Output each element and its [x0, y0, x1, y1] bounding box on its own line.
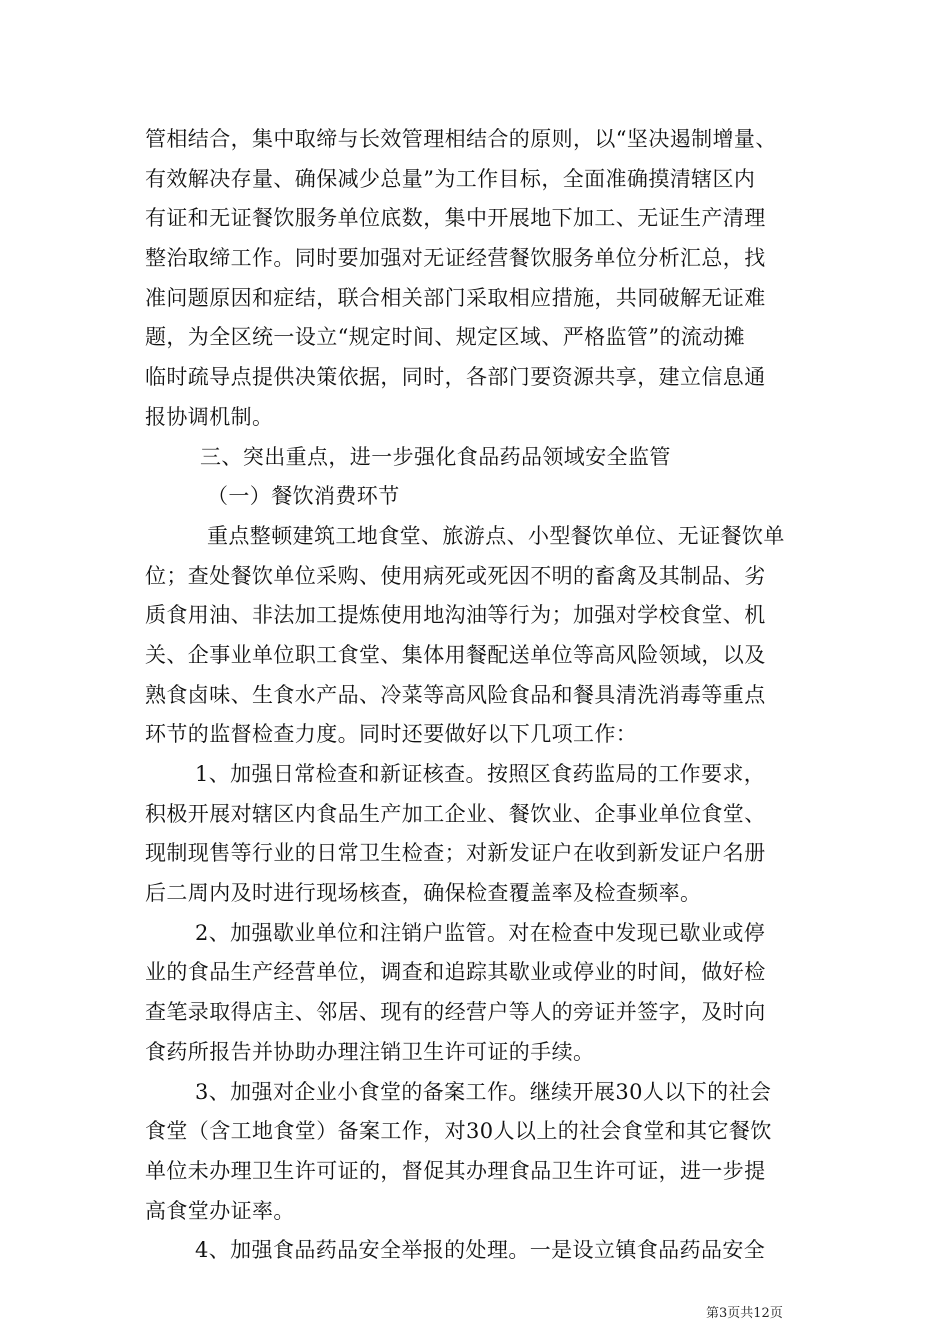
list-item-start: 4、加强食品药品安全举报的处理。一是设立镇食品药品安全: [195, 1238, 766, 1263]
section-heading: 三、突出重点，进一步强化食品药品领域安全监管: [200, 444, 671, 469]
text-line: 位；查处餐饮单位采购、使用病死或死因不明的畜禽及其制品、劣: [145, 563, 766, 588]
text-line: 有效解决存量、确保减少总量”为工作目标，全面准确摸清辖区内: [145, 166, 756, 191]
text-line: 现制现售等行业的日常卫生检查；对新发证户在收到新发证户名册: [145, 841, 766, 866]
text-line: 查笔录取得店主、邻居、现有的经营户等人的旁证并签字，及时向: [145, 1000, 766, 1025]
text-line: 关、企事业单位职工食堂、集体用餐配送单位等高风险领域，以及: [145, 642, 766, 667]
text-line: 单位未办理卫生许可证的，督促其办理食品卫生许可证，进一步提: [145, 1158, 766, 1183]
subsection-heading: （一）餐饮消费环节: [207, 484, 400, 509]
text-line: 整治取缔工作。同时要加强对无证经营餐饮服务单位分析汇总，找: [145, 246, 766, 271]
page-number-footer: 第3页共12页: [706, 1306, 783, 1321]
text-line: 后二周内及时进行现场核查，确保检查覆盖率及检查频率。: [145, 881, 702, 906]
text-line: 熟食卤味、生食水产品、冷菜等高风险食品和餐具清洗消毒等重点: [145, 682, 766, 707]
text-line: 积极开展对辖区内食品生产加工企业、餐饮业、企事业单位食堂、: [145, 801, 766, 826]
text-line: 有证和无证餐饮服务单位底数，集中开展地下加工、无证生产清理: [145, 206, 766, 231]
text-line: 高食堂办证率。: [145, 1198, 295, 1223]
text-line: 业的食品生产经营单位，调查和追踪其歇业或停业的时间，做好检: [145, 960, 766, 985]
text-line: 临时疏导点提供决策依据，同时，各部门要资源共享，建立信息通: [145, 365, 766, 390]
body-text: [145, 120, 810, 1271]
text-line: 质食用油、非法加工提炼使用地沟油等行为；加强对学校食堂、机: [145, 603, 766, 628]
text-line: 准问题原因和症结，联合相关部门采取相应措施，共同破解无证难: [145, 285, 766, 310]
text-line: 食药所报告并协助办理注销卫生许可证的手续。: [145, 1039, 595, 1064]
text-line: 食堂（含工地食堂）备案工作，对30人以上的社会食堂和其它餐饮: [145, 1119, 772, 1144]
text-line: 报协调机制。: [145, 404, 274, 429]
list-item-start: 2、加强歇业单位和注销户监管。对在检查中发现已歇业或停: [195, 920, 766, 945]
list-item-start: 1、加强日常检查和新证核查。按照区食药监局的工作要求，: [195, 762, 766, 786]
text-line: 题，为全区统一设立“规定时间、规定区域、严格监管”的流动摊: [145, 325, 746, 350]
text-line: 环节的监督检查力度。同时还要做好以下几项工作：: [145, 722, 638, 747]
text-line: 管相结合，集中取缔与长效管理相结合的原则，以“坚决遏制增量、: [145, 127, 777, 151]
list-item-start: 3、加强对企业小食堂的备案工作。继续开展30人以下的社会: [195, 1079, 772, 1104]
paragraph-start: 重点整顿建筑工地食堂、旅游点、小型餐饮单位、无证餐饮单: [207, 523, 785, 548]
